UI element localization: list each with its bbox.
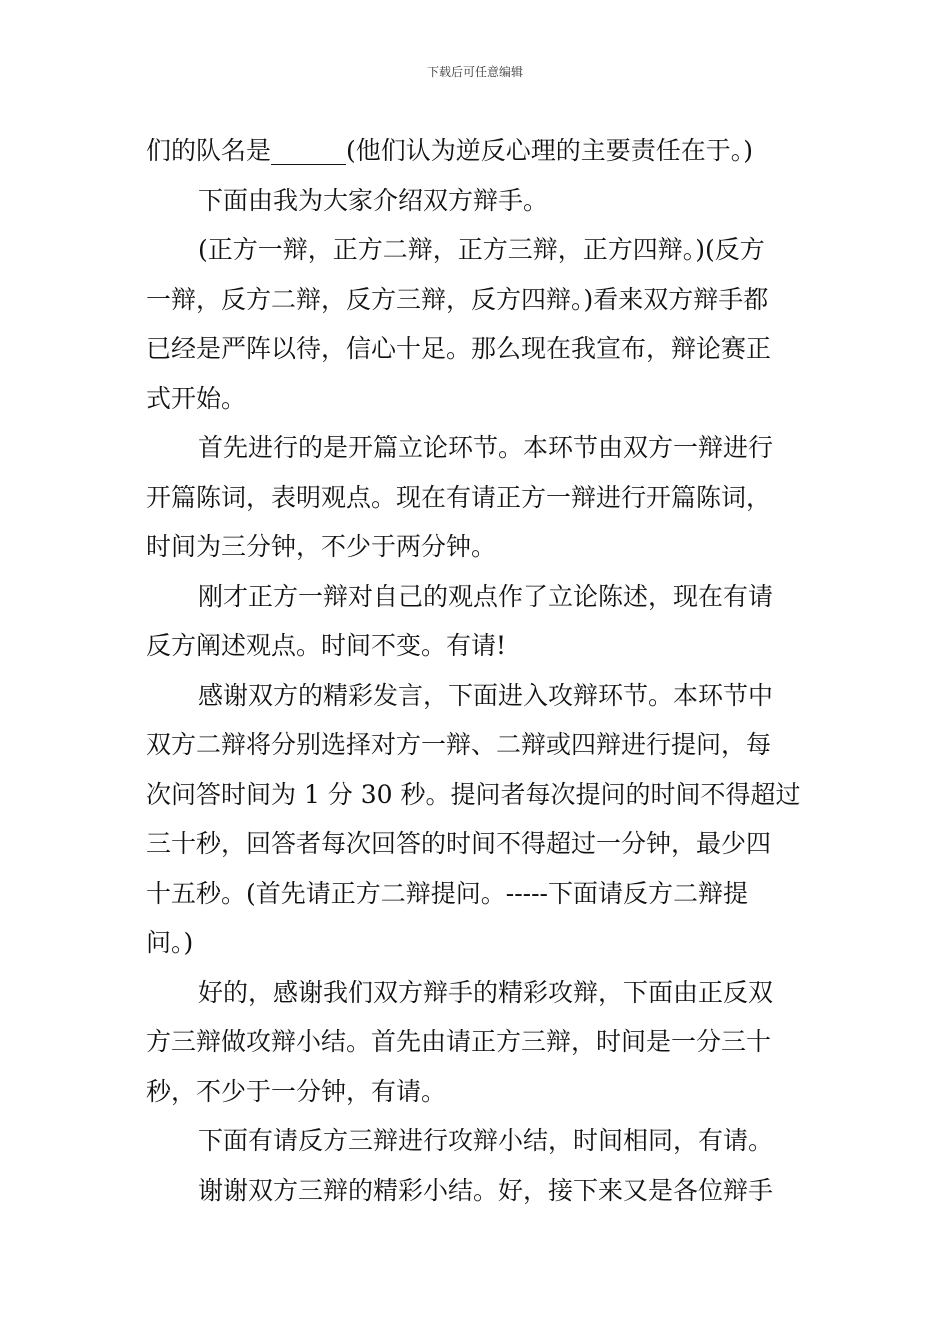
text-line: 开篇陈词，表明观点。现在有请正方一辩进行开篇陈词， (146, 482, 772, 512)
text-line: 式开始。 (146, 383, 247, 413)
text-line: 十五秒。(首先请正方二辩提问。-----下面请反方二辩提 (146, 878, 748, 908)
text-line: 刚才正方一辩对自己的观点作了立论陈述，现在有请 (198, 581, 774, 611)
text-line: 三十秒，回答者每次回答的时间不得超过一分钟，最少四 (146, 829, 772, 858)
text-line: 们的队名是______(他们认为逆反心理的主要责任在于。) (146, 136, 754, 165)
text-line: 方三辩做攻辩小结。首先由请正方三辩，时间是一分三十 (146, 1027, 772, 1056)
text-line: 谢谢双方三辩的精彩小结。好，接下来又是各位辩手 (198, 1175, 774, 1205)
text-line: (正方一辩，正方二辩，正方三辩，正方四辩。)(反方 (198, 235, 765, 264)
text-line: 首先进行的是开篇立论环节。本环节由双方一辩进行 (198, 433, 774, 462)
text-line: 感谢双方的精彩发言，下面进入攻辩环节。本环节中 (198, 680, 774, 710)
page-header: 下载后可任意编辑 (426, 65, 523, 79)
text-line: 已经是严阵以待，信心十足。那么现在我宣布，辩论赛正 (146, 334, 772, 363)
document-body (146, 126, 808, 1215)
text-line: 下面由我为大家介绍双方辩手。 (198, 185, 549, 215)
text-line: 好的，感谢我们双方辩手的精彩攻辩，下面由正反双 (198, 977, 774, 1007)
text-line: 一辩，反方二辩，反方三辩，反方四辩。)看来双方辩手都 (146, 284, 769, 314)
text-line: 时间为三分钟，不少于两分钟。 (146, 532, 497, 561)
text-line: 问。) (146, 928, 194, 957)
text-line: 下面有请反方三辩进行攻辩小结，时间相同，有请。 (198, 1126, 774, 1155)
text-line: 次问答时间为 1 分 30 秒。提问者每次提问的时间不得超过 (146, 779, 801, 809)
text-line: 秒，不少于一分钟，有请。 (146, 1076, 447, 1106)
text-line: 双方二辩将分别选择对方一辩、二辩或四辩进行提问，每 (146, 730, 772, 759)
text-line: 反方阐述观点。时间不变。有请! (146, 631, 507, 660)
